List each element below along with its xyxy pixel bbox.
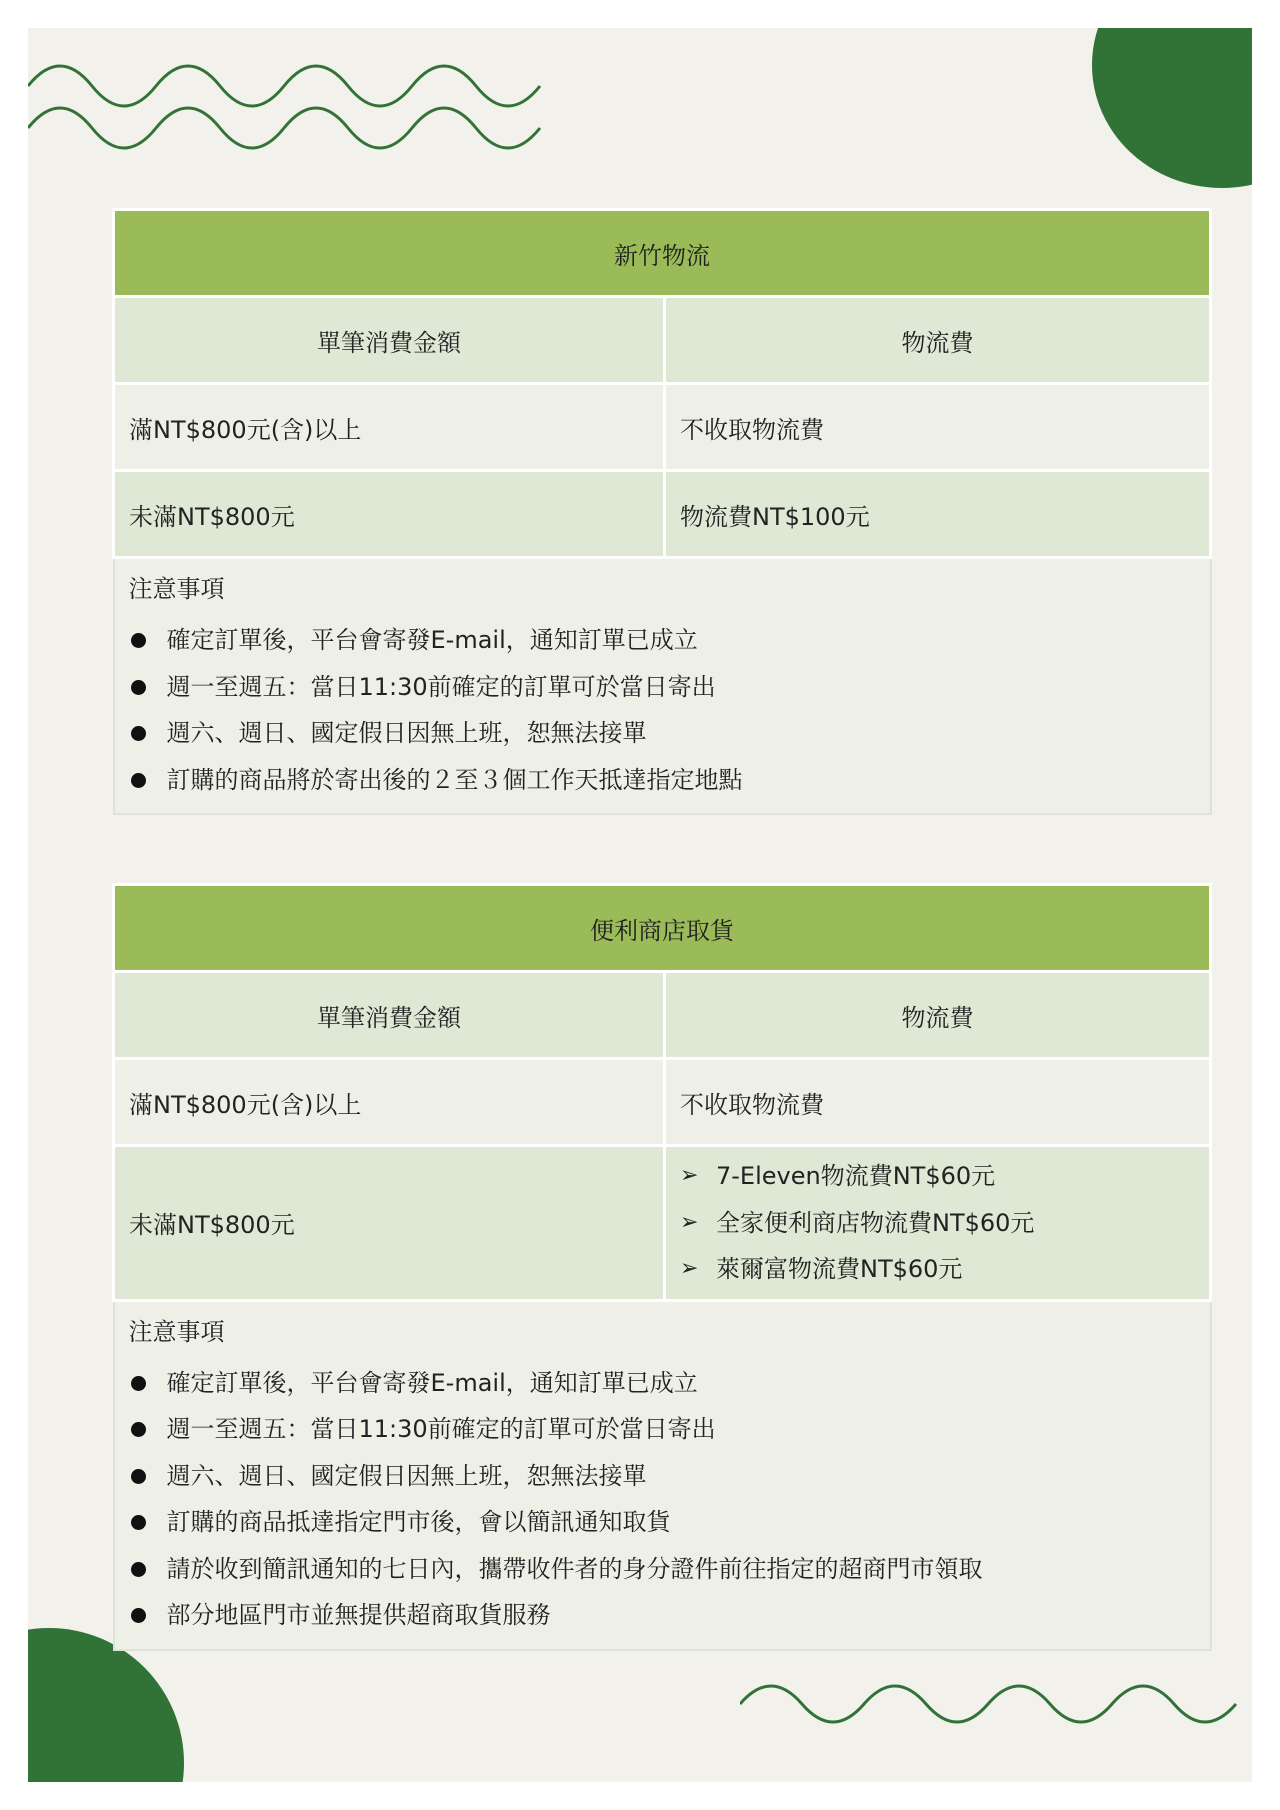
list-item [129,1453,1196,1500]
bullet-dot-icon [131,1376,146,1391]
fee-cell [665,1146,1211,1301]
bullet-dot-icon [131,680,146,695]
notes-section [114,558,1211,815]
store-fee-text: 萊爾富物流費NT$60元 [716,1255,963,1283]
note-text: 訂購的商品抵達指定門市後，會以簡訊通知取貨 [166,1508,671,1536]
fee-cell: 物流費NT$100元 [665,471,1211,558]
wave-decoration-top [28,46,548,166]
store-fee-list [680,1153,1195,1293]
note-text: 確定訂單後，平台會寄發E-mail，通知訂單已成立 [166,626,698,654]
column-header-fee: 物流費 [665,972,1211,1059]
bullet-dot-icon [131,1469,146,1484]
bullet-dot-icon [131,726,146,741]
notes-title: 注意事項 [128,575,225,603]
notes-section [114,1300,1211,1650]
bullet-dot-icon [131,1562,146,1577]
bullet-dot-icon [131,1422,146,1437]
shipping-table-hct [112,208,1212,815]
fee-cell: 不收取物流費 [665,1059,1211,1146]
list-item [680,1200,1195,1247]
document-page [28,28,1252,1782]
corner-circle-bottom-left [28,1628,184,1782]
note-text: 週一至週五：當日11:30前確定的訂單可於當日寄出 [166,1415,716,1443]
table-title: 便利商店取貨 [114,885,1211,972]
bullet-dot-icon [131,1608,146,1623]
amount-cell: 未滿NT$800元 [114,471,665,558]
bullet-dot-icon [131,1515,146,1530]
arrow-bullet-icon: ➢ [680,1209,699,1235]
column-header-amount: 單筆消費金額 [114,297,665,384]
amount-cell: 滿NT$800元(含)以上 [114,1059,665,1146]
notes-title: 注意事項 [128,1317,225,1346]
notes-list [129,617,1196,803]
note-text: 週六、週日、國定假日因無上班，恕無法接單 [166,1461,647,1490]
list-item [129,1499,1196,1546]
note-text: 週六、週日、國定假日因無上班，恕無法接單 [166,719,647,747]
list-item [129,757,1196,804]
store-fee-text: 全家便利商店物流費NT$60元 [716,1208,1035,1237]
corner-circle-top-right [1092,28,1252,188]
notes-list [129,1360,1196,1639]
bullet-dot-icon [131,773,146,788]
shipping-table-convenience-store [112,883,1212,1651]
list-item [129,1546,1196,1593]
amount-cell: 未滿NT$800元 [114,1146,665,1301]
table-row [114,384,1211,471]
bullet-dot-icon [131,633,146,648]
list-item [129,1360,1196,1407]
column-header-fee: 物流費 [665,297,1211,384]
fee-cell: 不收取物流費 [665,384,1211,471]
list-item [680,1153,1195,1200]
arrow-bullet-icon: ➢ [680,1256,699,1281]
note-text: 週一至週五：當日11:30前確定的訂單可於當日寄出 [166,672,716,701]
list-item [129,617,1196,664]
list-item [129,664,1196,711]
table-row [114,471,1211,558]
column-header-amount: 單筆消費金額 [114,972,665,1059]
table-row [114,1146,1211,1301]
list-item [129,1592,1196,1639]
list-item [680,1246,1195,1293]
amount-cell: 滿NT$800元(含)以上 [114,384,665,471]
note-text: 請於收到簡訊通知的七日內，攜帶收件者的身分證件前往指定的超商門市領取 [166,1554,983,1583]
arrow-bullet-icon: ➢ [680,1163,699,1188]
table-row [114,1059,1211,1146]
list-item [129,1406,1196,1453]
wave-decoration-bottom [740,1682,1240,1762]
note-text: 確定訂單後，平台會寄發E-mail，通知訂單已成立 [166,1368,698,1397]
note-text: 部分地區門市並無提供超商取貨服務 [166,1601,551,1629]
store-fee-text: 7-Eleven物流費NT$60元 [716,1162,996,1190]
note-text: 訂購的商品將於寄出後的２至３個工作天抵達指定地點 [166,765,743,794]
table-title: 新竹物流 [114,210,1211,297]
list-item [129,710,1196,757]
